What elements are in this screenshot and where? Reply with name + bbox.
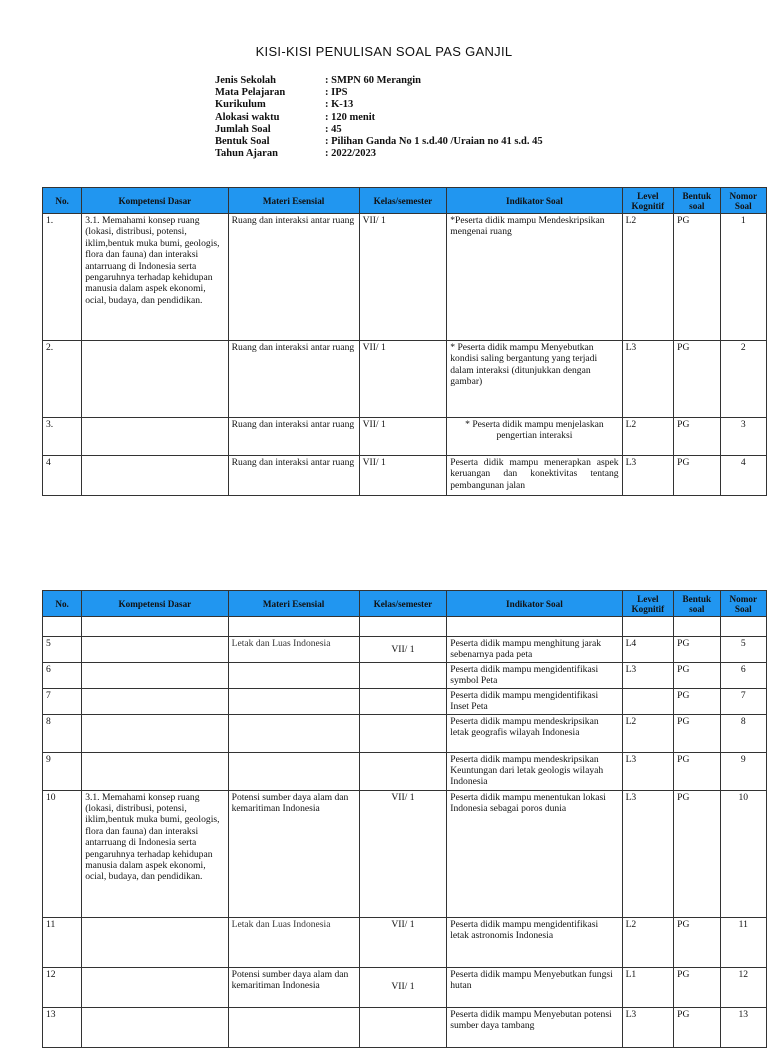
cell-nomor: 7 xyxy=(720,688,766,714)
cell-kelas: VII/ 1 xyxy=(359,214,447,341)
cell-nomor: 3 xyxy=(720,418,766,456)
header-nomor: Nomor Soal xyxy=(720,591,766,617)
info-row-subject xyxy=(215,87,543,99)
table-row xyxy=(43,714,767,752)
header-indikator: Indikator Soal xyxy=(447,188,622,214)
cell-indikator: * Peserta didik mampu Menyebutkan kondisi saling bergantung yang terjadi dalam interaksi (ditunjukkan dengan gambar) xyxy=(447,341,622,418)
cell-kd xyxy=(82,688,228,714)
table-row xyxy=(43,341,767,418)
cell-empty xyxy=(43,617,82,637)
header-no: No. xyxy=(43,188,82,214)
cell-materi xyxy=(228,752,359,790)
cell-empty xyxy=(447,617,622,637)
cell-bentuk: PG xyxy=(674,790,720,917)
cell-kelas: VII/ 1 xyxy=(359,418,447,456)
info-row-school xyxy=(215,75,543,87)
cell-kd xyxy=(82,967,228,1007)
header-materi: Materi Esensial xyxy=(228,591,359,617)
cell-level: L3 xyxy=(622,663,674,689)
cell-no: 9 xyxy=(43,752,82,790)
cell-no: 2. xyxy=(43,341,82,418)
header-no: No. xyxy=(43,591,82,617)
cell-nomor: 12 xyxy=(720,967,766,1007)
cell-nomor: 6 xyxy=(720,663,766,689)
cell-kd xyxy=(82,714,228,752)
header-bentuk: Bentuk soal xyxy=(674,188,720,214)
cell-level: L2 xyxy=(622,714,674,752)
cell-indikator: Peserta didik mampu menentukan lokasi Indonesia sebagai poros dunia xyxy=(447,790,622,917)
header-kelas: Kelas/semester xyxy=(359,591,447,617)
cell-materi: Ruang dan interaksi antar ruang xyxy=(228,418,359,456)
header-indikator: Indikator Soal xyxy=(447,591,622,617)
cell-kelas: VII/ 1 xyxy=(359,917,447,967)
cell-kd: 3.1. Memahami konsep ruang (lokasi, distribusi, potensi, iklim,bentuk muka bumi, geologis, flora dan fauna) dan interaksi antarruang di Indonesia serta pengaruhnya terhadap kehidupan manusia dalam aspek ekonomi, ocial, budaya, dan pendidikan. xyxy=(82,790,228,917)
cell-no: 6 xyxy=(43,663,82,689)
info-value: : 45 xyxy=(325,123,342,135)
document-info xyxy=(215,75,543,160)
cell-bentuk: PG xyxy=(674,714,720,752)
cell-empty xyxy=(720,617,766,637)
cell-no: 5 xyxy=(43,637,82,663)
cell-indikator: Peserta didik mampu mendeskripsikan letak geografis wilayah Indonesia xyxy=(447,714,622,752)
cell-level: L2 xyxy=(622,917,674,967)
cell-no: 11 xyxy=(43,917,82,967)
cell-materi: Potensi sumber daya alam dan kemaritiman Indonesia xyxy=(228,790,359,917)
info-row-count xyxy=(215,124,543,136)
cell-indikator: Peserta didik mampu mengidentifikasi symbol Peta xyxy=(447,663,622,689)
info-label: Mata Pelajaran xyxy=(215,87,286,99)
cell-no: 12 xyxy=(43,967,82,1007)
cell-empty xyxy=(82,617,228,637)
cell-materi: Letak dan Luas Indonesia xyxy=(228,637,359,663)
table-row xyxy=(43,688,767,714)
cell-materi: Ruang dan interaksi antar ruang xyxy=(228,214,359,341)
header-level: Level Kognitif xyxy=(622,188,674,214)
cell-level: L1 xyxy=(622,967,674,1007)
cell-bentuk: PG xyxy=(674,637,720,663)
info-label: Kurikulum xyxy=(215,99,266,111)
cell-materi: Potensi sumber daya alam dan kemaritiman Indonesia xyxy=(228,967,359,1007)
cell-kelas xyxy=(359,752,447,790)
cell-empty xyxy=(622,617,674,637)
cell-no: 8 xyxy=(43,714,82,752)
cell-kd xyxy=(82,663,228,689)
cell-kd: 3.1. Memahami konsep ruang (lokasi, distribusi, potensi, iklim,bentuk muka bumi, geologis, flora dan fauna) dan interaksi antarruang di Indonesia serta pengaruhnya terhadap kehidupan manusia dalam aspek ekonomi, ocial, budaya, dan pendidikan. xyxy=(82,214,228,341)
info-row-form xyxy=(215,136,543,148)
header-kelas: Kelas/semester xyxy=(359,188,447,214)
cell-nomor: 9 xyxy=(720,752,766,790)
cell-kd xyxy=(82,637,228,663)
cell-nomor: 10 xyxy=(720,790,766,917)
cell-indikator: Peserta didik mampu mendeskripsikan Keuntungan dari letak geologis wilayah Indonesia xyxy=(447,752,622,790)
header-nomor: Nomor Soal xyxy=(720,188,766,214)
cell-kelas xyxy=(359,1007,447,1047)
header-kd: Kompetensi Dasar xyxy=(82,591,228,617)
cell-level xyxy=(622,688,674,714)
cell-kd xyxy=(82,1007,228,1047)
cell-nomor: 11 xyxy=(720,917,766,967)
table-row xyxy=(43,752,767,790)
cell-no: 4 xyxy=(43,456,82,496)
cell-level: L4 xyxy=(622,637,674,663)
cell-kd xyxy=(82,752,228,790)
cell-indikator: Peserta didik mampu Menyebutan potensi sumber daya tambang xyxy=(447,1007,622,1047)
cell-bentuk: PG xyxy=(674,752,720,790)
cell-bentuk: PG xyxy=(674,1007,720,1047)
info-value: : IPS xyxy=(325,87,348,99)
table-row-empty xyxy=(43,617,767,637)
cell-empty xyxy=(228,617,359,637)
cell-no: 10 xyxy=(43,790,82,917)
info-label: Jenis Sekolah xyxy=(215,75,276,86)
cell-indikator: Peserta didik mampu menerapkan aspek keruangan dan konektivitas tentang pembangunan jalan xyxy=(447,456,622,496)
grid-table-2 xyxy=(42,590,767,1048)
header-materi: Materi Esensial xyxy=(228,188,359,214)
table-row xyxy=(43,967,767,1007)
table-row xyxy=(43,418,767,456)
cell-indikator: Peserta didik mampu mengidentifikasi Inset Peta xyxy=(447,688,622,714)
cell-kd xyxy=(82,456,228,496)
cell-no: 1. xyxy=(43,214,82,341)
cell-bentuk: PG xyxy=(674,688,720,714)
grid-table-1 xyxy=(42,187,767,496)
cell-bentuk: PG xyxy=(674,663,720,689)
cell-kd xyxy=(82,418,228,456)
cell-kelas: VII/ 1 xyxy=(359,967,447,1007)
info-row-year xyxy=(215,148,543,160)
table-row xyxy=(43,663,767,689)
cell-bentuk: PG xyxy=(674,456,720,496)
cell-kd xyxy=(82,341,228,418)
info-label: Jumlah Soal xyxy=(215,123,271,135)
table-row xyxy=(43,456,767,496)
cell-kelas xyxy=(359,688,447,714)
cell-bentuk: PG xyxy=(674,418,720,456)
cell-bentuk: PG xyxy=(674,917,720,967)
info-label: Bentuk Soal xyxy=(215,136,270,148)
cell-materi xyxy=(228,1007,359,1047)
info-value: : SMPN 60 Merangin xyxy=(325,75,421,86)
cell-bentuk: PG xyxy=(674,967,720,1007)
document-title: KISI-KISI PENULISAN SOAL PAS GANJIL xyxy=(255,44,513,59)
cell-no: 3. xyxy=(43,418,82,456)
cell-materi: Letak dan Luas Indonesia xyxy=(228,917,359,967)
cell-nomor: 1 xyxy=(720,214,766,341)
cell-level: L2 xyxy=(622,214,674,341)
cell-kd xyxy=(82,917,228,967)
info-value: : K-13 xyxy=(325,99,354,111)
cell-kelas xyxy=(359,714,447,752)
info-label: Tahun Ajaran xyxy=(215,148,278,160)
cell-indikator: *Peserta didik mampu Mendeskripsikan mengenai ruang xyxy=(447,214,622,341)
info-value: : 120 menit xyxy=(325,111,376,123)
cell-nomor: 2 xyxy=(720,341,766,418)
cell-kelas: VII/ 1 xyxy=(359,637,447,663)
header-bentuk: Bentuk soal xyxy=(674,591,720,617)
cell-bentuk: PG xyxy=(674,214,720,341)
cell-empty xyxy=(674,617,720,637)
cell-materi xyxy=(228,663,359,689)
info-row-time xyxy=(215,112,543,124)
cell-indikator: Peserta didik mampu mengidentifikasi letak astronomis Indonesia xyxy=(447,917,622,967)
cell-nomor: 5 xyxy=(720,637,766,663)
cell-kelas xyxy=(359,663,447,689)
cell-materi: Ruang dan interaksi antar ruang xyxy=(228,341,359,418)
info-value: : 2022/2023 xyxy=(325,148,377,160)
cell-indikator: Peserta didik mampu menghitung jarak sebenarnya pada peta xyxy=(447,637,622,663)
cell-level: L3 xyxy=(622,1007,674,1047)
cell-kelas: VII/ 1 xyxy=(359,341,447,418)
cell-materi xyxy=(228,688,359,714)
cell-level: L3 xyxy=(622,456,674,496)
cell-indikator: * Peserta didik mampu menjelaskan pengertian interaksi xyxy=(447,418,622,456)
cell-bentuk: PG xyxy=(674,341,720,418)
info-label: Alokasi waktu xyxy=(215,111,280,123)
table-header-row xyxy=(43,591,767,617)
cell-no: 13 xyxy=(43,1007,82,1047)
info-row-curriculum xyxy=(215,99,543,111)
cell-empty xyxy=(359,617,447,637)
cell-nomor: 4 xyxy=(720,456,766,496)
cell-materi: Ruang dan interaksi antar ruang xyxy=(228,456,359,496)
cell-kelas: VII/ 1 xyxy=(359,790,447,917)
cell-indikator: Peserta didik mampu Menyebutkan fungsi hutan xyxy=(447,967,622,1007)
table-row xyxy=(43,214,767,341)
info-value: : Pilihan Ganda No 1 s.d.40 /Uraian no 41 s.d. 45 xyxy=(325,136,543,148)
table-header-row xyxy=(43,188,767,214)
header-kd: Kompetensi Dasar xyxy=(82,188,228,214)
cell-level: L3 xyxy=(622,752,674,790)
cell-level: L3 xyxy=(622,790,674,917)
cell-nomor: 13 xyxy=(720,1007,766,1047)
table-row xyxy=(43,917,767,967)
table-row xyxy=(43,637,767,663)
cell-level: L2 xyxy=(622,418,674,456)
header-level: Level Kognitif xyxy=(622,591,674,617)
table-row xyxy=(43,1007,767,1047)
cell-kelas: VII/ 1 xyxy=(359,456,447,496)
table-row xyxy=(43,790,767,917)
cell-materi xyxy=(228,714,359,752)
cell-nomor: 8 xyxy=(720,714,766,752)
cell-no: 7 xyxy=(43,688,82,714)
cell-level: L3 xyxy=(622,341,674,418)
